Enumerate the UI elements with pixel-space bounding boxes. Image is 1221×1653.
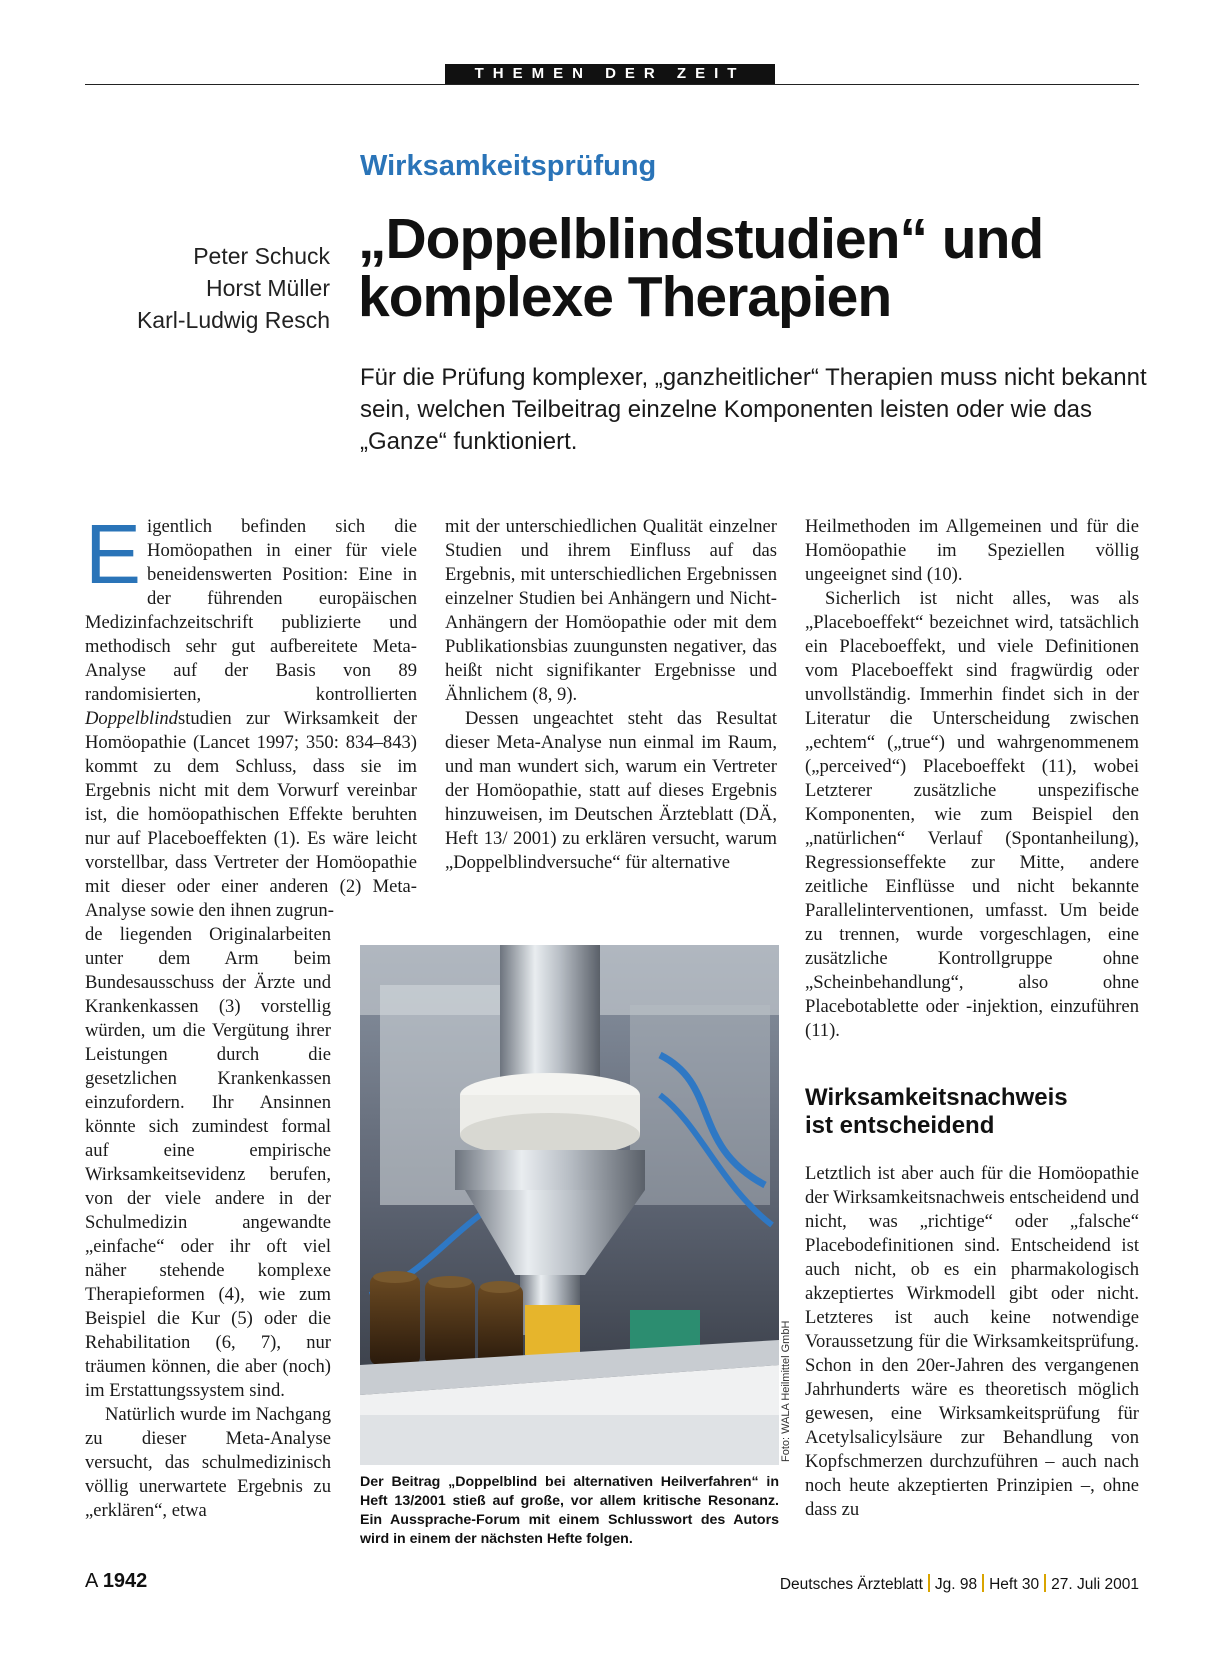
lab-machine-photo	[360, 945, 779, 1465]
page-number-value: 1942	[102, 1570, 148, 1592]
header-rule	[85, 84, 1139, 85]
journal-issue: Heft 30	[989, 1576, 1040, 1593]
text-run: studien zur Wirksamkeit der Homöopathie (Lancet 1997; 350: 834–843) kommt zu dem Schluss, dass sie im Ergebnis nicht mit dem Vorwurf vereinbar ist, die homöopathischen Effekte beruhten nur auf Placeboeffekten (1). Es wäre leicht vorstellbar, dass Vertreter der Homöopathie mit dieser oder einer anderen (2) Meta-Analyse sowie den ihnen zugrun-	[85, 708, 417, 921]
title-line: komplexe Therapien	[358, 265, 892, 329]
article-title	[358, 207, 1178, 329]
paragraph: Dessen ungeachtet steht das Resultat dieser Meta-Analyse nun einmal im Raum, und man wundert sich, warum ein Vertreter der Homöopathie, statt auf dieses Ergebnis hinzuweisen, im Deutschen Ärzteblatt (DÄ, Heft 13/ 2001) zu erklären versucht, warum „Doppelblindversuche“ für alternative	[445, 708, 777, 873]
article-deck: Für die Prüfung komplexer, „ganzheitlicher“ Therapien muss nicht bekannt sein, welchen Teilbeitrag einzelne Komponenten leisten oder wie das „Ganze“ funktioniert.	[360, 364, 1147, 455]
title-line: „Doppelblindstudien“ und	[358, 207, 1044, 271]
author-name: Peter Schuck	[193, 243, 330, 269]
paragraph: Sicherlich ist nicht alles, was als „Placeboeffekt“ bezeichnet wird, tatsächlich ein Placeboeffekt, und viele Definitionen vom Placeboeffekt sind fragwürdig oder unvollständig. Immerhin findet sich in der Literatur die Unterscheidung zwischen „echtem“ („true“) und wahrgenommenem („perceived“) Placeboeffekt (11), wobei Letzterer zusätzliche unspezifische Komponenten, wie zum Beispiel den „natürlichen“ Verlauf (Spontanheilung), Regressionseffekte zur Mitte, andere zeitliche Einflüsse und nicht bekannte Parallelinterventionen, umfasst. Um beide zu trennen, wurde vorgeschlagen, eine zusätzliche Kontrollgruppe ohne „Scheinbehandlung“, also ohne Placebotablette oder -injektion, einzuführen (11).	[805, 588, 1139, 1041]
body-column-3-continued	[805, 1162, 1139, 1522]
section-subheading	[805, 1084, 1139, 1140]
emphasis-text: Doppelblind	[85, 708, 178, 729]
body-column-1-continued	[85, 923, 331, 1523]
journal-name: Deutsches Ärzteblatt	[779, 1576, 923, 1593]
author-list	[85, 240, 330, 336]
page-prefix: A	[85, 1570, 98, 1592]
author-name: Karl-Ludwig Resch	[136, 307, 330, 333]
journal-date: 27. Juli 2001	[1051, 1576, 1139, 1593]
body-column-3	[805, 515, 1139, 1043]
footer-separator	[982, 1574, 984, 1592]
paragraph: Letztlich ist aber auch für die Homöopathie der Wirksamkeitsnachweis entscheidend und nicht, was „richtige“ oder „falsche“ Placebodefinitionen sind. Entscheidend ist auch nicht, ob es ein pharmakologisch akzeptiertes Wirkmodell gibt oder nicht. Letzteres ist auch keine notwendige Voraussetzung für die Wirksamkeitsprüfung. Schon in den 20er-Jahren des vergangenen Jahrhunderts wäre es theoretisch möglich gewesen, eine Wirksamkeitsprüfung für Acetylsalicylsäure zur Behandlung von Kopfschmerzen durchzuführen – auch nach noch heute akzeptierten Prinzipien –, ohne dass zu	[805, 1163, 1140, 1520]
subheading-line: Wirksamkeitsnachweis	[805, 1084, 1068, 1111]
body-column-1	[85, 507, 417, 923]
subheading-line: ist entscheidend	[805, 1112, 995, 1139]
paragraph: Heilmethoden im Allgemeinen und für die Homöopathie im Speziellen völlig ungeeignet sind (10).	[805, 516, 1139, 585]
article-kicker: Wirksamkeitsprüfung	[360, 150, 657, 182]
footer-separator	[928, 1574, 930, 1592]
journal-footer	[780, 1574, 1139, 1594]
body-column-2	[445, 515, 777, 875]
dropcap-letter: E	[85, 507, 142, 601]
text-run: igentlich befinden sich die Homöopathen in einer für viele beneidenswerten Position: Eine in der führenden europäischen Medizinfachzeitschrift publizierte und methodisch sehr gut aufbereitete Meta-Analyse auf der Basis von 89 randomisierten, kontrollierten	[85, 516, 417, 705]
journal-volume: Jg. 98	[934, 1576, 978, 1593]
author-name: Horst Müller	[206, 275, 330, 301]
paragraph: Natürlich wurde im Nachgang zu dieser Meta-Analyse versucht, das schulmedizinisch völlig unerwartete Ergebnis zu „erklären“, etwa	[85, 1404, 331, 1521]
paragraph: de liegenden Originalarbeiten unter dem Arm beim Bundesausschuss der Ärzte und Krankenkassen (3) vorstellig würden, um die Vergütung ihrer Leistungen durch die gesetzlichen Krankenkassen einzufordern. Ihr Ansinnen könnte sich zumindest formal auf eine empirische Wirksamkeitsevidenz berufen, von der viele andere in der Schulmedizin angewandte „einfache“ oder ihr oft viel näher stehende komplexe Therapieformen (4), wie zum Beispiel die Kur (5) oder die Rehabilitation (6, 7), nur träumen können, die aber (noch) im Erstattungssystem sind.	[85, 924, 331, 1401]
footer-separator	[1044, 1574, 1046, 1592]
photo-caption: Der Beitrag „Doppelblind bei alternativen Heilverfahren“ in Heft 13/2001 stieß auf große, vor allem kritische Resonanz. Ein Aussprache-Forum mit einem Schlusswort des Autors wird in einem der nächsten Hefte folgen.	[360, 1474, 779, 1547]
photo-credit: Foto: WALA Heilmittel GmbH	[780, 1320, 792, 1462]
paragraph	[85, 507, 417, 923]
page-number	[85, 1570, 147, 1593]
section-label: THEMEN DER ZEIT	[445, 64, 775, 84]
article-photo	[360, 945, 779, 1465]
paragraph: mit der unterschiedlichen Qualität einzelner Studien und ihrem Einfluss auf das Ergebnis, mit unterschiedlichen Ergebnissen einzelner Studien bei Anhängern und Nicht-Anhängern der Homöopathie oder mit dem Publikationsbias zuungunsten negativer, das heißt nicht signifikanter Ergebnisse und Ähnlichem (8, 9).	[445, 516, 777, 705]
